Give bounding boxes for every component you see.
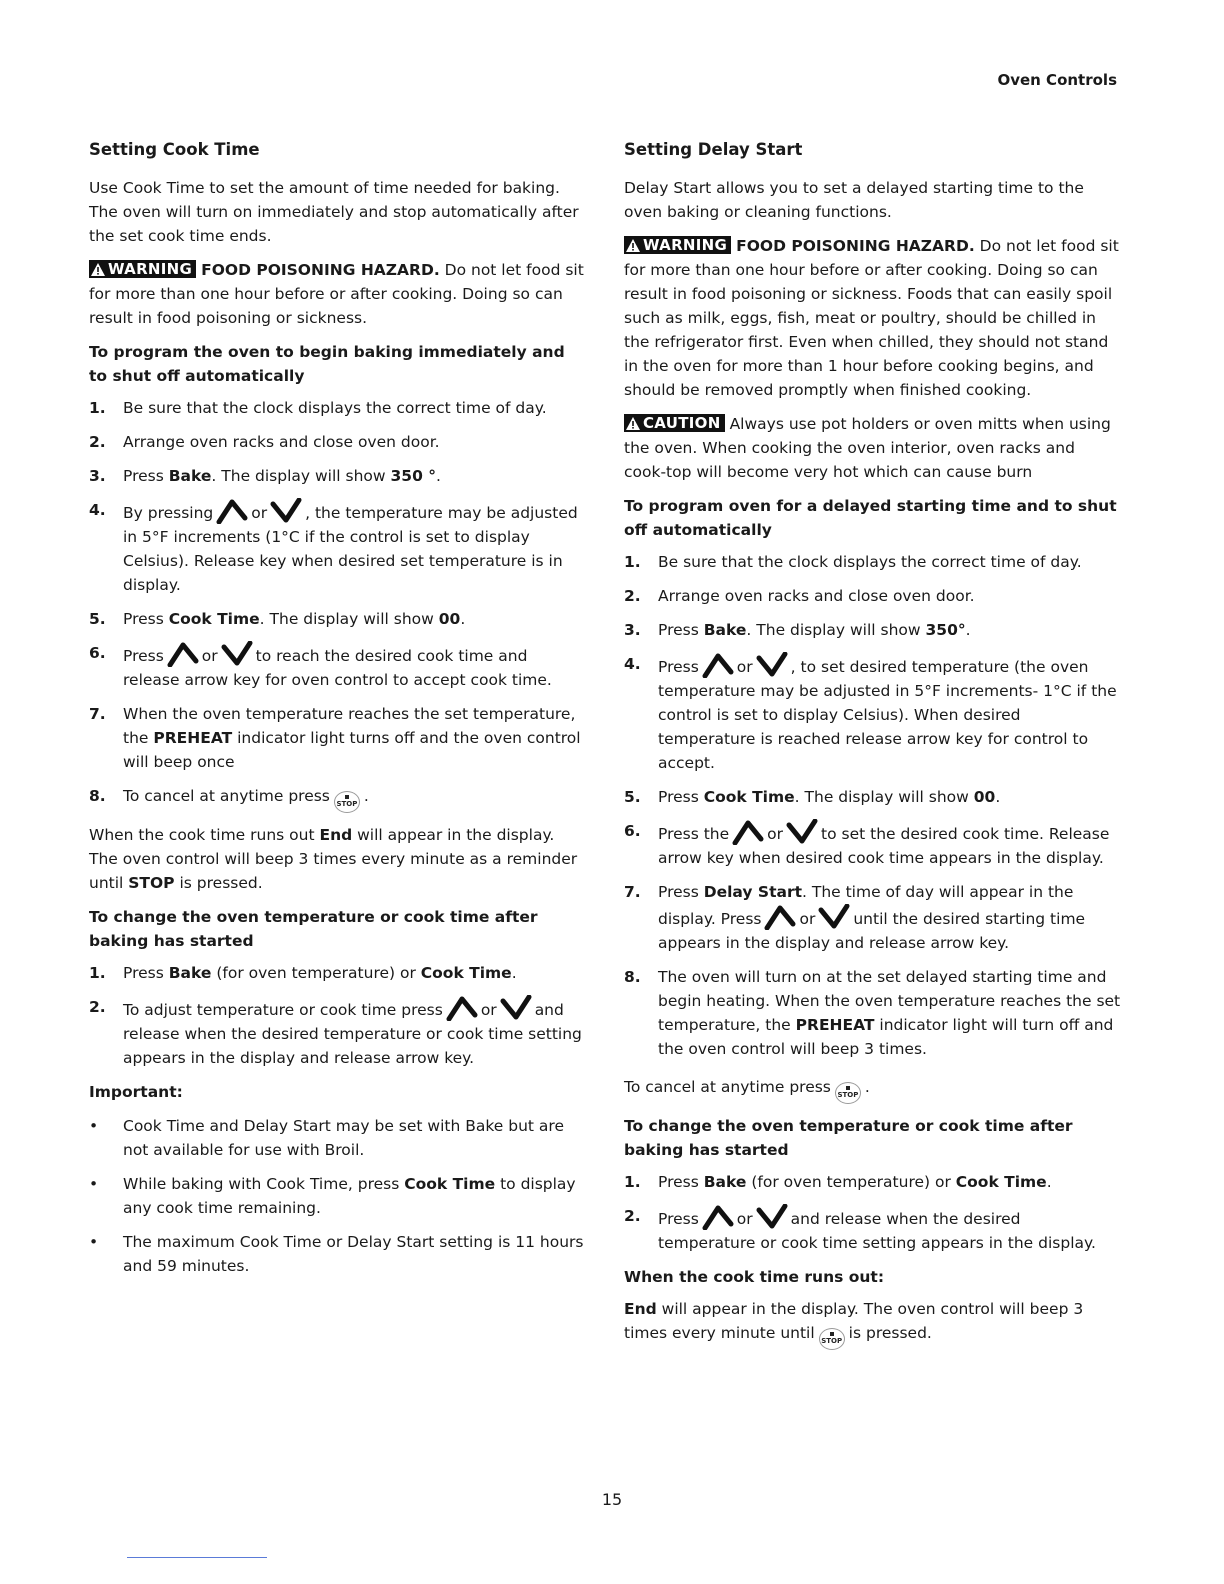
list-item: 7. When the oven temperature reaches the set temperature, the PREHEAT indicator light turns off and the oven control will beep once <box>89 705 581 771</box>
list-item: 4. By pressing or , the temperature may be adjusted in 5°F increments (1°C if the control is set to display Celsius). Release key when desired set temperature is in display. <box>89 498 586 597</box>
stop-button-icon: STOP <box>819 1328 845 1350</box>
list-item: 5. Press Cook Time. The display will show 00. <box>624 788 1001 806</box>
list-item: 5. Press Cook Time. The display will show 00. <box>89 610 466 628</box>
down-arrow-icon <box>270 498 302 524</box>
subheading-change-after-start: To change the oven temperature or cook time after baking has started <box>624 1117 1073 1159</box>
list-item: 3. Press Bake. The display will show 350 °. <box>89 467 441 485</box>
footer-rule <box>127 1557 267 1558</box>
warning-notice <box>89 258 586 330</box>
list-item: 2. Press or and release when the desired temperature or cook time setting appears in the display. <box>624 1204 1121 1255</box>
list-item: 8. To cancel at anytime press STOP . <box>89 784 586 813</box>
intro-paragraph: Use Cook Time to set the amount of time needed for baking. The oven will turn on immediately and stop automatically after the set cook time ends. <box>89 179 579 245</box>
list-item: 1. Press Bake (for oven temperature) or Cook Time. <box>624 1173 1052 1191</box>
list-item: 2. Arrange oven racks and close oven door. <box>89 433 440 451</box>
list-item: • The maximum Cook Time or Delay Start setting is 11 hours and 59 minutes. <box>89 1233 584 1275</box>
running-header: Oven Controls <box>997 71 1117 89</box>
down-arrow-icon <box>818 904 850 930</box>
up-arrow-icon <box>732 819 764 845</box>
list-item: 2. To adjust temperature or cook time press or and release when the desired temperature or cook time setting appears in the display and release arrow key. <box>89 995 586 1070</box>
list-item: 1. Be sure that the clock displays the correct time of day. <box>89 399 547 417</box>
list-item: • While baking with Cook Time, press Cook Time to display any cook time remaining. <box>89 1175 576 1217</box>
warning-text: Do not let food sit for more than one hour before or after cooking. Doing so can result in food poisoning or sickness. <box>89 261 584 327</box>
steps-list <box>624 550 1121 1061</box>
down-arrow-icon <box>756 1204 788 1230</box>
down-arrow-icon <box>756 652 788 678</box>
subheading-cook-time-runs-out: When the cook time runs out: <box>624 1268 885 1286</box>
up-arrow-icon <box>764 904 796 930</box>
warning-title: FOOD POISONING HAZARD. <box>201 261 440 279</box>
warning-badge: WARNING <box>624 236 731 254</box>
warning-notice <box>624 234 1121 402</box>
page-number: 15 <box>601 1490 623 1509</box>
warning-badge: WARNING <box>89 260 196 278</box>
list-item: 3. Press Bake. The display will show 350°. <box>624 621 971 639</box>
caution-badge: CAUTION <box>624 414 725 432</box>
end-paragraph: End will appear in the display. The oven control will beep 3 times every minute until STOP is pressed. <box>624 1297 1121 1350</box>
list-item: 2. Arrange oven racks and close oven door. <box>624 587 975 605</box>
up-arrow-icon <box>446 995 478 1021</box>
section-heading-cook-time: Setting Cook Time <box>89 140 260 159</box>
up-arrow-icon <box>702 1204 734 1230</box>
important-label: Important: <box>89 1083 183 1101</box>
subheading-change-after-start: To change the oven temperature or cook time after baking has started <box>89 908 538 950</box>
change-list <box>89 961 586 1070</box>
subheading-program-immediate: To program the oven to begin baking immediately and to shut off automatically <box>89 343 565 385</box>
warning-triangle-icon <box>626 417 640 430</box>
change-list <box>624 1170 1121 1255</box>
warning-title: FOOD POISONING HAZARD. <box>736 237 975 255</box>
left-column <box>89 138 586 1288</box>
caution-notice <box>624 412 1121 484</box>
list-item: 6. Press or to reach the desired cook time and release arrow key for oven control to accept cook time. <box>89 641 586 692</box>
warning-text: Do not let food sit for more than one hour before or after cooking. Doing so can result in food poisoning or sickness. Foods that can easily spoil such as milk, eggs, fish, meat or poultry, should be chilled in the refrigerator first. Even when chilled, they should not stand in the oven for more than 1 hour before cooking begins, and should be removed promptly when finished cooking. <box>624 237 1119 399</box>
down-arrow-icon <box>786 819 818 845</box>
list-item: 1. Press Bake (for oven temperature) or Cook Time. <box>89 964 517 982</box>
caution-text: Always use pot holders or oven mitts when using the oven. When cooking the oven interior, oven racks and cook-top will become very hot which can cause burn <box>624 415 1111 481</box>
list-item: • Cook Time and Delay Start may be set with Bake but are not available for use with Broil. <box>89 1117 564 1159</box>
cancel-paragraph: To cancel at anytime press STOP . <box>624 1075 1121 1104</box>
down-arrow-icon <box>500 995 532 1021</box>
down-arrow-icon <box>221 641 253 667</box>
up-arrow-icon <box>702 652 734 678</box>
list-item: 7. Press Delay Start. The time of day will appear in the display. Press or until the desired starting time appears in the display and release arrow key. <box>624 883 1086 952</box>
stop-button-icon: STOP <box>334 791 360 813</box>
important-list <box>89 1114 586 1278</box>
list-item: 1. Be sure that the clock displays the correct time of day. <box>624 553 1082 571</box>
stop-button-icon: STOP <box>835 1082 861 1104</box>
section-heading-delay-start: Setting Delay Start <box>624 140 803 159</box>
warning-triangle-icon <box>626 239 640 252</box>
list-item: 8. The oven will turn on at the set delayed starting time and begin heating. When the oven temperature reaches the set temperature, the PREHEAT indicator light will turn off and the oven control will beep 3 times. <box>624 968 1121 1058</box>
warning-triangle-icon <box>91 263 105 276</box>
list-item: 4. Press or , to set desired temperature (the oven temperature may be adjusted in 5°F increments- 1°C if the control is set to display Celsius). When desired temperature is reached release arrow key for control to accept. <box>624 652 1121 775</box>
up-arrow-icon <box>216 498 248 524</box>
end-paragraph: When the cook time runs out End will appear in the display. The oven control will beep 3 times every minute as a reminder until STOP is pressed. <box>89 826 578 892</box>
up-arrow-icon <box>167 641 199 667</box>
list-item: 6. Press the or to set the desired cook time. Release arrow key when desired cook time appears in the display. <box>624 819 1121 870</box>
intro-paragraph: Delay Start allows you to set a delayed starting time to the oven baking or cleaning functions. <box>624 179 1084 221</box>
subheading-program-delayed: To program oven for a delayed starting time and to shut off automatically <box>624 497 1117 539</box>
right-column <box>624 138 1121 1360</box>
steps-list <box>89 396 586 813</box>
